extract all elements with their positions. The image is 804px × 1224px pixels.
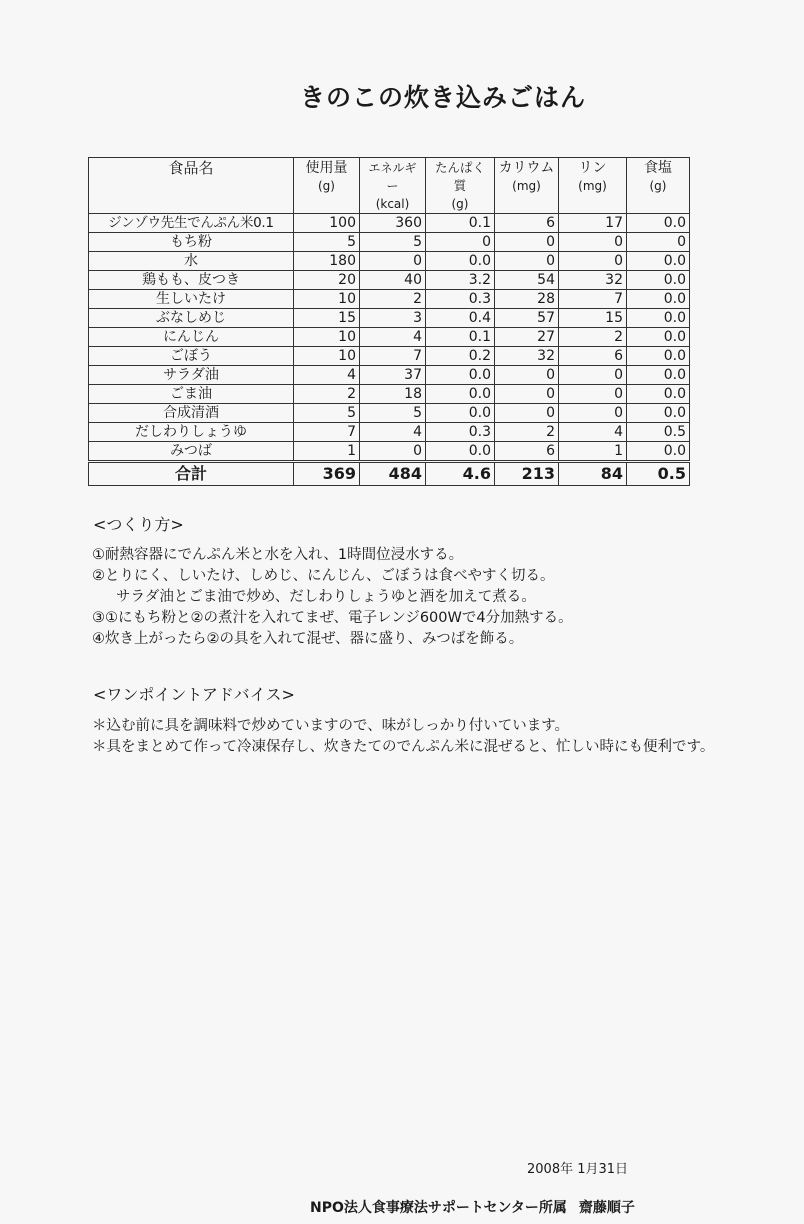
table-cell-value: 0.0 (426, 252, 495, 271)
table-cell-value: 3.2 (426, 271, 495, 290)
footer-organization (310, 1197, 635, 1217)
table-cell-food: だしわりしょうゆ (89, 423, 294, 442)
table-cell-value: 100 (294, 214, 360, 233)
table-cell-value: 2 (294, 385, 360, 404)
table-cell-value: 0.0 (627, 271, 690, 290)
table-cell-value: 4.6 (426, 462, 495, 486)
table-cell-value: 5 (360, 233, 426, 252)
table-cell-food: もち粉 (89, 233, 294, 252)
table-cell-value: 7 (294, 423, 360, 442)
table-cell-value: 0 (559, 404, 627, 423)
table-cell-food: ぶなしめじ (89, 309, 294, 328)
header-protein: たんぱく質 (g) (426, 158, 495, 214)
table-cell-food: 水 (89, 252, 294, 271)
table-cell-value: 57 (495, 309, 559, 328)
organization-name: NPO法人食事療法サポートセンター所属 (310, 1200, 567, 1216)
table-cell-food: にんじん (89, 328, 294, 347)
method-step: サラダ油とごま油で炒め、だしわりしょうゆと酒を加えて煮る。 (116, 589, 536, 605)
table-cell-value: 6 (495, 214, 559, 233)
table-cell-value: 0.0 (627, 366, 690, 385)
table-cell-value: 0.0 (627, 252, 690, 271)
table-row (89, 423, 690, 442)
table-cell-value: 2 (559, 328, 627, 347)
table-cell-value: 5 (360, 404, 426, 423)
table-cell-value: 4 (360, 328, 426, 347)
table-cell-value: 7 (360, 347, 426, 366)
table-cell-value: 0 (559, 366, 627, 385)
table-cell-value: 213 (495, 462, 559, 486)
table-cell-value: 1 (294, 442, 360, 462)
table-cell-value: 0.0 (627, 309, 690, 328)
table-cell-value: 0.0 (627, 385, 690, 404)
table-row (89, 442, 690, 462)
table-cell-value: 369 (294, 462, 360, 486)
table-cell-value: 0.1 (426, 214, 495, 233)
nutrition-table (88, 157, 690, 486)
table-cell-food: 合成清酒 (89, 404, 294, 423)
table-cell-food: 合計 (89, 462, 294, 486)
header-potassium: カリウム (mg) (495, 158, 559, 214)
header-amount: 使用量 (g) (294, 158, 360, 214)
table-cell-value: 3 (360, 309, 426, 328)
table-cell-food: サラダ油 (89, 366, 294, 385)
table-cell-value: 0 (495, 252, 559, 271)
table-cell-value: 7 (559, 290, 627, 309)
table-cell-value: 18 (360, 385, 426, 404)
table-cell-value: 360 (360, 214, 426, 233)
table-cell-food: 生しいたけ (89, 290, 294, 309)
table-cell-value: 0.1 (426, 328, 495, 347)
table-row (89, 328, 690, 347)
table-cell-value: 0 (627, 233, 690, 252)
table-cell-food: ごま油 (89, 385, 294, 404)
table-cell-value: 6 (559, 347, 627, 366)
table-cell-value: 20 (294, 271, 360, 290)
table-cell-value: 0.3 (426, 423, 495, 442)
table-row (89, 271, 690, 290)
table-cell-value: 10 (294, 328, 360, 347)
table-cell-value: 0 (559, 233, 627, 252)
table-cell-food: 鶏もも、皮つき (89, 271, 294, 290)
table-cell-value: 17 (559, 214, 627, 233)
table-cell-value: 0 (559, 252, 627, 271)
advice-items (92, 716, 714, 758)
method-step: ①耐熱容器にでんぷん米と水を入れ、1時間位浸水する。 (92, 547, 464, 563)
table-cell-value: 1 (559, 442, 627, 462)
recipe-title: きのこの炊き込みごはん (300, 83, 587, 112)
footer-date: 2008年 1月31日 (527, 1162, 629, 1177)
table-cell-value: 0.5 (627, 462, 690, 486)
table-row (89, 366, 690, 385)
header-food-name: 食品名 (89, 158, 294, 214)
table-cell-value: 0.5 (627, 423, 690, 442)
method-step: ②とりにく、しいたけ、しめじ、にんじん、ごぼうは食べやすく切る。 (92, 568, 555, 584)
advice-item: ＊込む前に具を調味料で炒めていますので、味がしっかり付いています。 (92, 718, 570, 734)
table-total-row (89, 462, 690, 486)
table-cell-value: 2 (360, 290, 426, 309)
table-cell-value: 0.0 (627, 290, 690, 309)
table-cell-value: 0.0 (426, 366, 495, 385)
table-cell-value: 0.0 (627, 442, 690, 462)
table-cell-value: 15 (294, 309, 360, 328)
method-steps (92, 545, 573, 650)
table-row (89, 309, 690, 328)
table-cell-value: 0 (360, 252, 426, 271)
table-cell-value: 0 (495, 385, 559, 404)
table-cell-value: 5 (294, 233, 360, 252)
table-cell-value: 0 (495, 366, 559, 385)
table-cell-value: 0.0 (627, 214, 690, 233)
table-cell-value: 10 (294, 290, 360, 309)
table-cell-value: 0 (495, 233, 559, 252)
table-cell-value: 180 (294, 252, 360, 271)
table-cell-value: 0.0 (627, 347, 690, 366)
table-cell-value: 28 (495, 290, 559, 309)
header-salt: 食塩 (g) (627, 158, 690, 214)
table-cell-value: 0.2 (426, 347, 495, 366)
table-cell-value: 0.4 (426, 309, 495, 328)
table-cell-value: 0.0 (426, 442, 495, 462)
table-cell-food: みつば (89, 442, 294, 462)
author-name: 齋藤順子 (578, 1200, 635, 1216)
table-cell-food: ジンゾウ先生でんぷん米0.1 (89, 214, 294, 233)
table-row (89, 404, 690, 423)
table-cell-value: 484 (360, 462, 426, 486)
table-cell-food: ごぼう (89, 347, 294, 366)
table-cell-value: 0 (360, 442, 426, 462)
table-cell-value: 0.0 (426, 385, 495, 404)
table-cell-value: 0.0 (627, 404, 690, 423)
table-header-row (89, 158, 690, 214)
advice-heading: <ワンポイントアドバイス> (93, 685, 295, 704)
table-cell-value: 4 (360, 423, 426, 442)
table-cell-value: 4 (294, 366, 360, 385)
table-cell-value: 2 (495, 423, 559, 442)
advice-item: ＊具をまとめて作って冷凍保存し、炊きたてのでんぷん米に混ぜると、忙しい時にも便利です。 (92, 739, 715, 755)
table-cell-value: 15 (559, 309, 627, 328)
method-heading: <つくり方> (93, 515, 184, 534)
table-cell-value: 32 (559, 271, 627, 290)
table-cell-value: 5 (294, 404, 360, 423)
table-row (89, 252, 690, 271)
table-cell-value: 0 (426, 233, 495, 252)
table-cell-value: 0.0 (426, 404, 495, 423)
table-cell-value: 40 (360, 271, 426, 290)
table-cell-value: 4 (559, 423, 627, 442)
table-row (89, 385, 690, 404)
table-row (89, 214, 690, 233)
table-cell-value: 0 (495, 404, 559, 423)
header-energy: エネルギー (kcal) (360, 158, 426, 214)
header-phosphorus: リン (mg) (559, 158, 627, 214)
table-row (89, 233, 690, 252)
table-cell-value: 54 (495, 271, 559, 290)
table-cell-value: 27 (495, 328, 559, 347)
table-cell-value: 0 (559, 385, 627, 404)
table-cell-value: 0.0 (627, 328, 690, 347)
table-cell-value: 32 (495, 347, 559, 366)
method-step: ③①にもち粉と②の煮汁を入れてまぜ、電子レンジ600Wで4分加熱する。 (92, 610, 573, 626)
table-cell-value: 0.3 (426, 290, 495, 309)
table-cell-value: 84 (559, 462, 627, 486)
table-row (89, 290, 690, 309)
table-cell-value: 10 (294, 347, 360, 366)
table-row (89, 347, 690, 366)
table-cell-value: 6 (495, 442, 559, 462)
table-cell-value: 37 (360, 366, 426, 385)
method-step: ④炊き上がったら②の具を入れて混ぜ、器に盛り、みつばを飾る。 (92, 631, 524, 647)
